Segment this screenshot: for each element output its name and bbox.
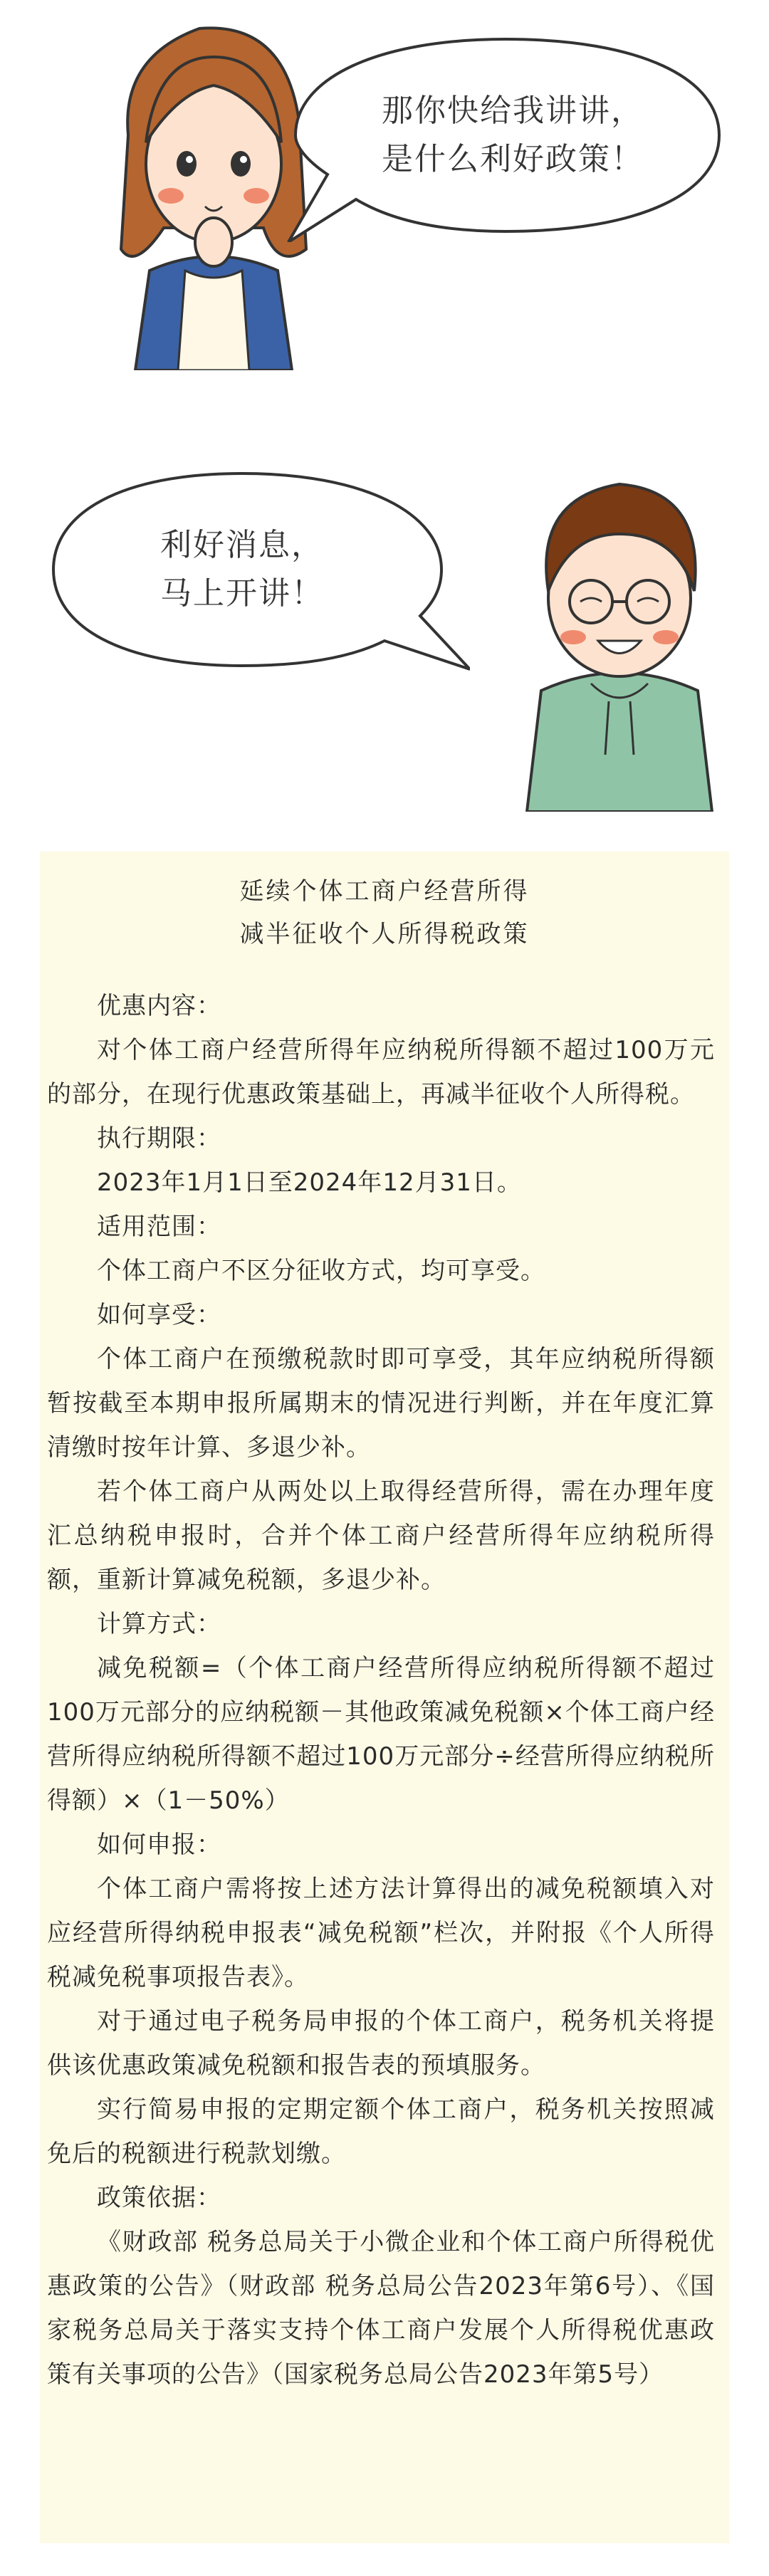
scope-heading: 适用范围： [97,1213,221,1241]
speech-line-1: 那你快给我讲讲， [382,93,644,129]
how-text-1: 个体工商户在预缴税款时即可享受，其年应纳税所得额暂按截至本期申报所属期末的情况进行判断，并在年度汇算清缴时按年计算、多退少补。 [47,1345,715,1462]
period-text: 2023年1月1日至2024年12月31日。 [97,1168,522,1197]
declare-text-3: 实行简易申报的定期定额个体工商户，税务机关按照减免后的税额进行税款划缴。 [47,2095,715,2168]
scope-text: 个体工商户不区分征收方式，均可享受。 [97,1257,545,1285]
how-heading: 如何享受： [97,1301,221,1329]
basis-text: 《财政部 税务总局关于小微企业和个体工商户所得税优惠政策的公告》（财政部 税务总局公告2023年第6号）、《国家税务总局关于落实支持个体工商户发展个人所得税优惠政策有关事项的公告》（国家税务总局公告2023年第5号） [47,2228,715,2389]
policy-card [40,852,729,2543]
comic-scene-boy [0,427,769,826]
how-text-2: 若个体工商户从两处以上取得经营所得，需在办理年度汇总纳税申报时，合并个体工商户经营所得年应纳税所得额，重新计算减免税额，多退少补。 [47,1477,715,1594]
benefit-text: 对个体工商户经营所得年应纳税所得额不超过100万元的部分，在现行优惠政策基础上，再减半征收个人所得税。 [47,1036,715,1109]
policy-title-line-2: 减半征收个人所得税政策 [239,920,530,948]
policy-title-line-1: 延续个体工商户经营所得 [239,877,530,906]
calc-heading: 计算方式： [97,1610,221,1638]
boy-character-illustration [513,456,726,812]
basis-heading: 政策依据： [97,2184,221,2212]
declare-text-2: 对于通过电子税务局申报的个体工商户，税务机关将提供该优惠政策减免税额和报告表的预填服务。 [47,2007,715,2080]
speech-line-1: 利好消息， [160,527,324,563]
policy-body [40,955,729,2397]
speech-bubble-girl [271,28,726,242]
speech-line-2: 马上开讲！ [160,575,324,612]
declare-text-1: 个体工商户需将按上述方法计算得出的减免税额填入对应经营所得纳税申报表“减免税额”栏次，并附报《个人所得税减免税事项报告表》。 [47,1875,715,1991]
speech-line-2: 是什么利好政策！ [382,141,644,177]
comic-scene-girl [0,0,769,399]
policy-title [40,870,729,955]
calc-text: 减免税额=（个体工商户经营所得应纳税所得额不超过100万元部分的应纳税额－其他政策减免税额×个体工商户经营所得应纳税所得额不超过100万元部分÷经营所得应纳税所得额）×（1－50%） [47,1654,715,1815]
period-heading: 执行期限： [97,1124,221,1153]
declare-heading: 如何申报： [97,1831,221,1859]
benefit-heading: 优惠内容： [97,992,221,1020]
speech-bubble-boy [43,463,470,676]
